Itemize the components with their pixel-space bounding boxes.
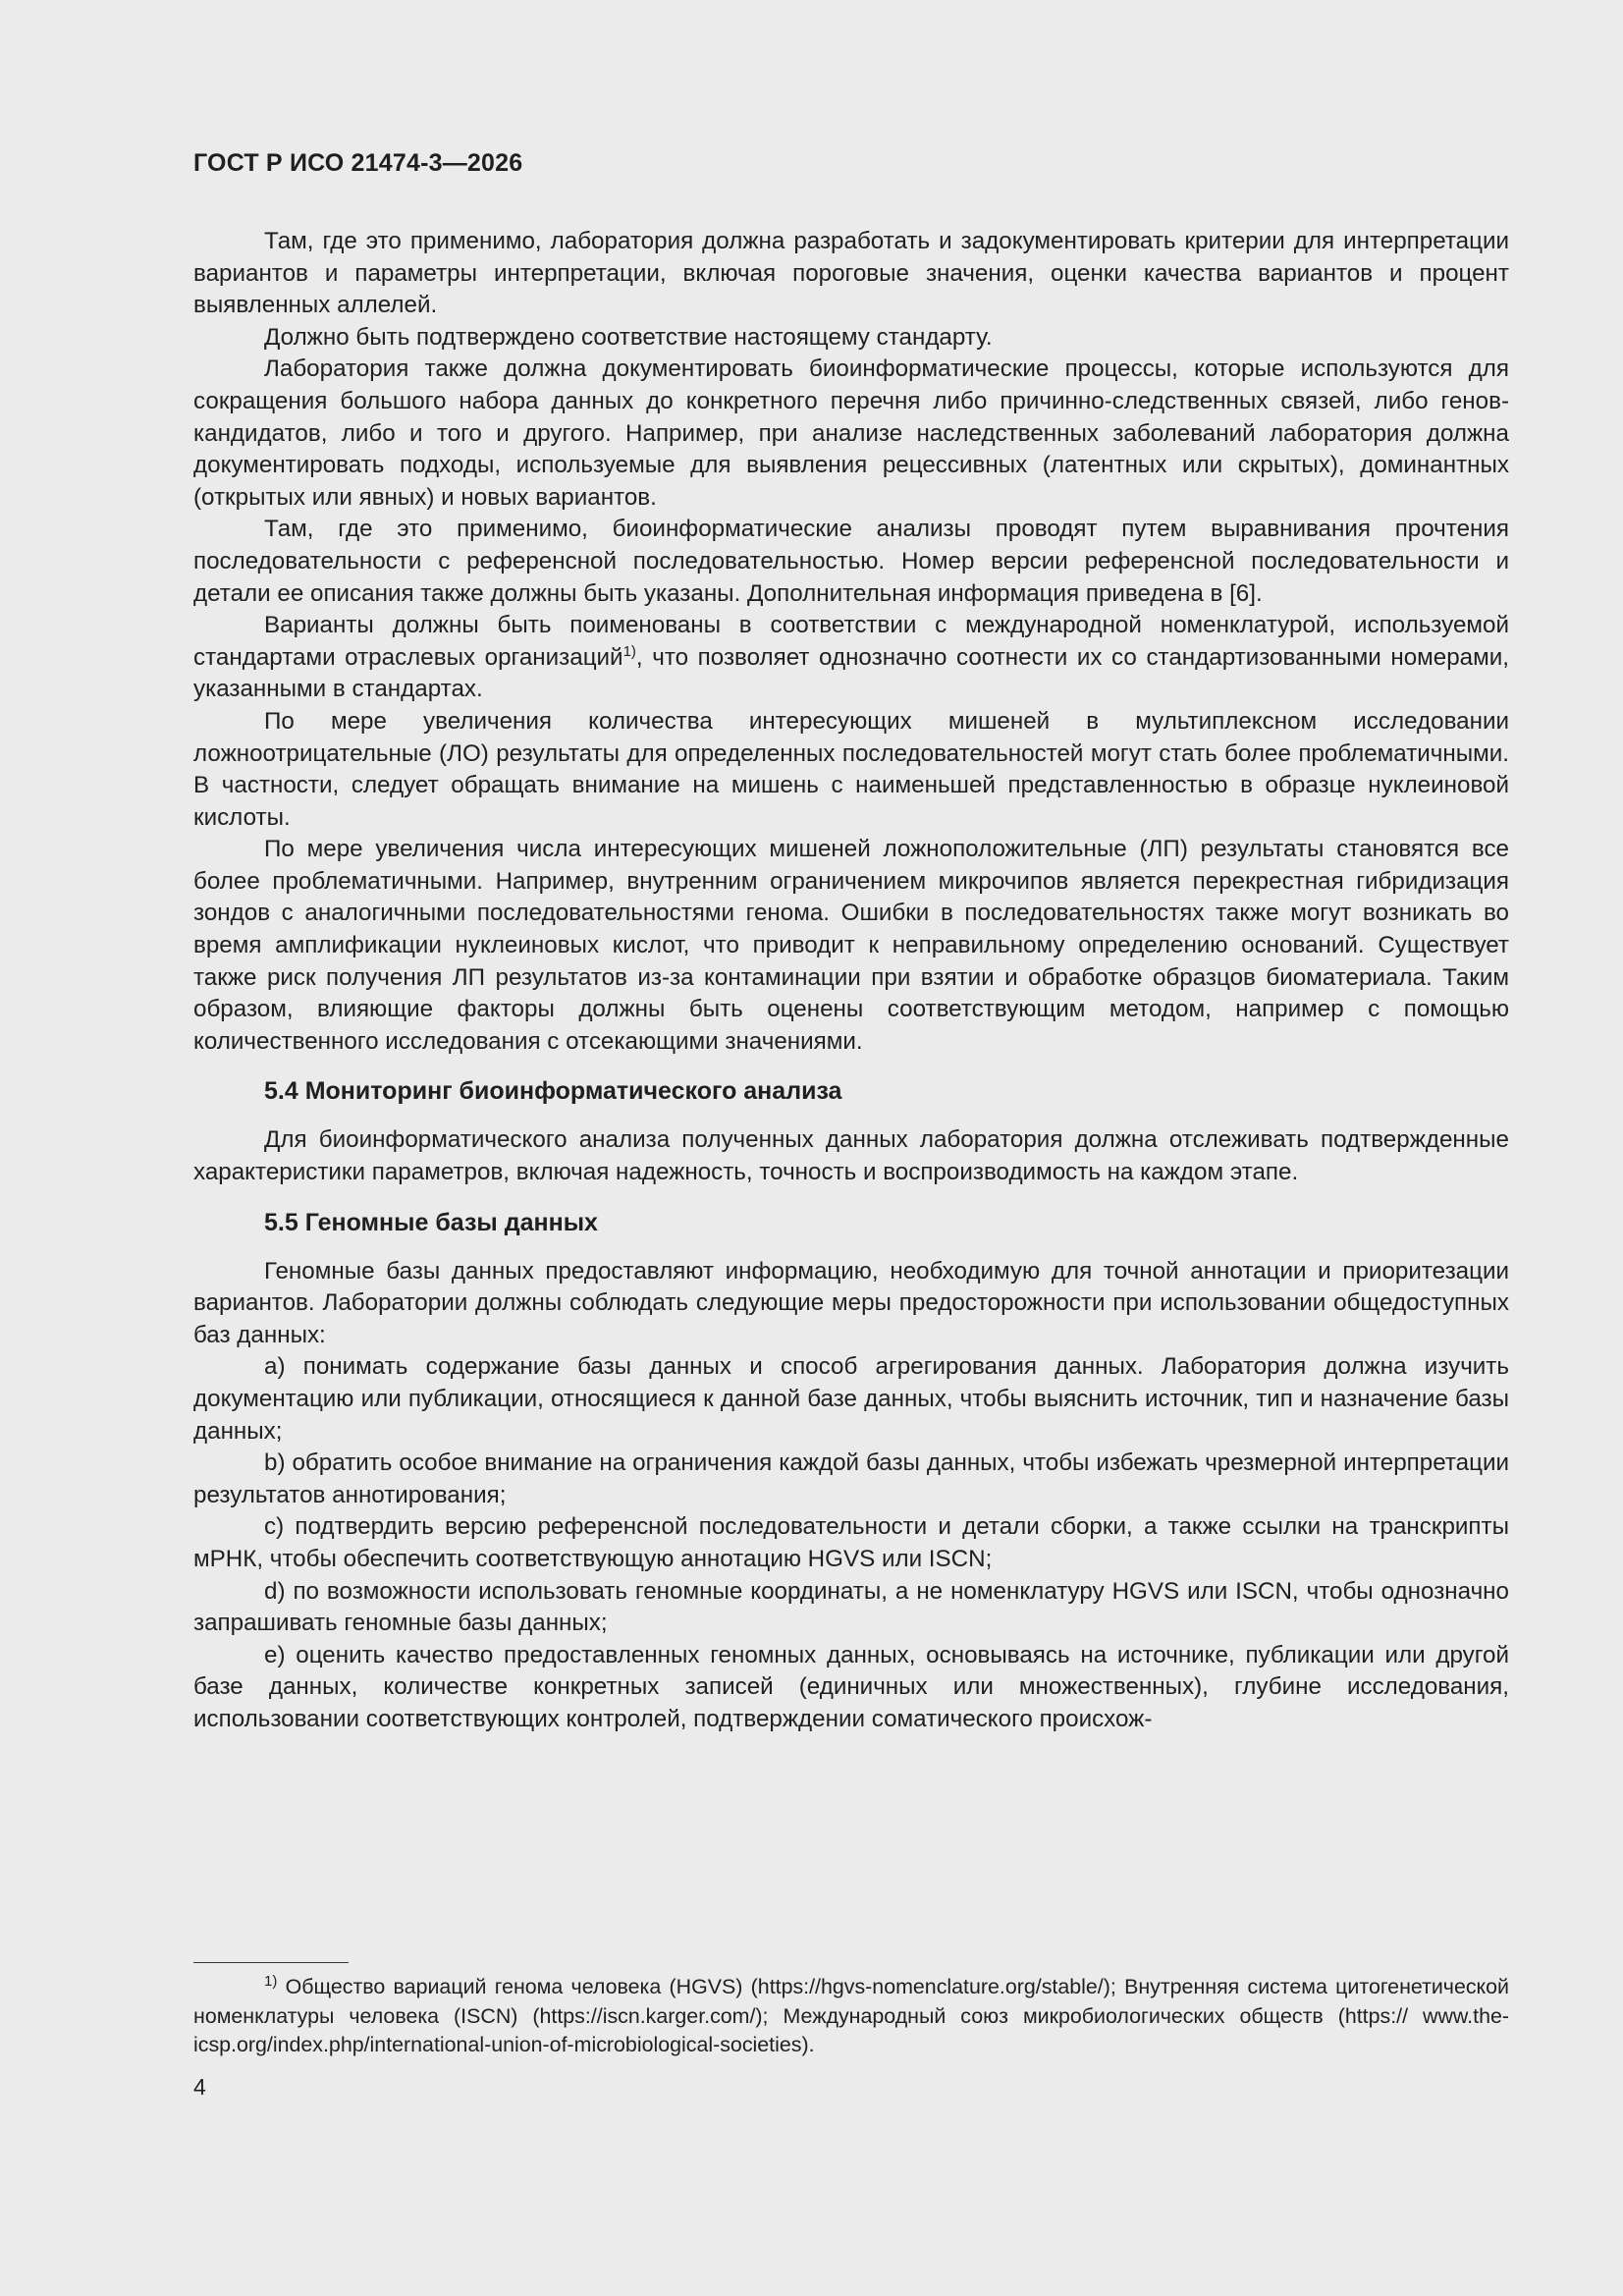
paragraph-genomic-databases-intro: Геномные базы данных предоставляют информацию, необходимую для точной аннотации и приоритезации вариантов. Лаборатории должны соблюдать следующие меры предосторожности при использовании общедоступных баз данных:	[193, 1257, 1509, 1348]
nomenclature-text-after: , что позволяет однозначно соотнести их со стандартизованными номерами, указанными в стандартах.	[193, 643, 1509, 703]
document-body	[193, 226, 1509, 1736]
page-number: 4	[193, 2074, 206, 2100]
list-item-e: e) оценить качество предоставленных геномных данных, основываясь на источнике, публикации или другой базе данных, количестве конкретных записей (единичных или множественных), глубине исследования, использовании соответствующих контролей, подтверждении соматического происхож-	[193, 1641, 1509, 1732]
footnote	[193, 1973, 1509, 2060]
paragraph-nomenclature	[193, 610, 1509, 706]
paragraph-bioinformatic-processes: Лаборатория также должна документировать биоинформатические процессы, которые используются для сокращения большого набора данных до конкретного перечня либо причинно-следственных связей, либо генов-кандидатов, либо и того и другого. Например, при анализе наследственных заболеваний лаборатория должна документировать подходы, используемые для выявления рецессивных (латентных или скрытых), доминантных (открытых или явных) и новых вариантов.	[193, 355, 1509, 511]
section-heading-5-5: 5.5 Геномные базы данных	[264, 1208, 598, 1236]
list-item-c: c) подтвердить версию референсной последовательности и детали сборки, а также ссылки на транскрипты мРНК, чтобы обеспечить соответствующую аннотацию HGVS или ISCN;	[193, 1513, 1509, 1572]
document-header: ГОСТ Р ИСО 21474-3—2026	[193, 149, 523, 177]
paragraph-interpretation-criteria: Там, где это применимо, лаборатория должна разработать и задокументировать критерии для интерпретации вариантов и параметры интерпретации, включая пороговые значения, оценки качества вариантов и процент выявленных аллелей.	[193, 228, 1509, 319]
footnote-separator	[193, 1962, 349, 1963]
paragraph-false-positives: По мере увеличения числа интересующих мишеней ложноположительные (ЛП) результаты становятся все более проблематичными. Например, внутренним ограничением микрочипов является перекрестная гибридизация зондов с аналогичными последовательностями генома. Ошибки в последовательностях также могут возникать во время амплификации нуклеиновых кислот, что приводит к неправильному определению оснований. Существует также риск получения ЛП результатов из-за контаминации при взятии и обработке образцов биоматериала. Таким образом, влияющие факторы должны быть оценены соответствующим методом, например с помощью количественного исследования с отсекающими значениями.	[193, 836, 1509, 1055]
list-item-a: a) понимать содержание базы данных и способ агрегирования данных. Лаборатория должна изучить документацию или публикации, относящиеся к данной базе данных, чтобы выяснить источник, тип и назначение базы данных;	[193, 1353, 1509, 1445]
paragraph-alignment: Там, где это применимо, биоинформатические анализы проводят путем выравнивания прочтения последовательности с референсной последовательностью. Номер версии референсной последовательности и детали ее описания также должны быть указаны. Дополнительная информация приведена в [6].	[193, 516, 1509, 607]
section-heading-5-4: 5.4 Мониторинг биоинформатического анализа	[264, 1077, 842, 1106]
list-item-b: b) обратить особое внимание на ограничения каждой базы данных, чтобы избежать чрезмерной интерпретации результатов аннотирования;	[193, 1449, 1509, 1508]
paragraph-monitoring: Для биоинформатического анализа полученных данных лаборатория должна отслеживать подтвержденные характеристики параметров, включая надежность, точность и воспроизводимость на каждом этапе.	[193, 1126, 1509, 1186]
list-item-d: d) по возможности использовать геномные координаты, а не номенклатуру HGVS или ISCN, чтобы однозначно запрашивать геномные базы данных;	[193, 1577, 1509, 1637]
footnote-marker: 1)	[264, 1972, 278, 1990]
footnote-reference: 1)	[622, 642, 636, 660]
footnote-text: Общество вариаций генома человека (HGVS) (https://hgvs-nomenclature.org/stable/); Внутренняя система цитогенетической номенклатуры человека (ISCN) (https://iscn.karger.com/); Международный союз микробиологических обществ (https:// www.the-icsp.org/index.php/international-union-of-microbiological-societies).	[193, 1975, 1509, 2057]
paragraph-compliance: Должно быть подтверждено соответствие настоящему стандарту.	[264, 323, 993, 351]
paragraph-false-negatives: По мере увеличения количества интересующих мишеней в мультиплексном исследовании ложноотрицательные (ЛО) результаты для определенных последовательностей могут стать более проблематичными. В частности, следует обращать внимание на мишень с наименьшей представленностью в образце нуклеиновой кислоты.	[193, 707, 1509, 831]
nomenclature-text-before: Варианты должны быть поименованы в соответствии с международной номенклатурой, используемой стандартами отраслевых организаций	[193, 612, 1509, 671]
